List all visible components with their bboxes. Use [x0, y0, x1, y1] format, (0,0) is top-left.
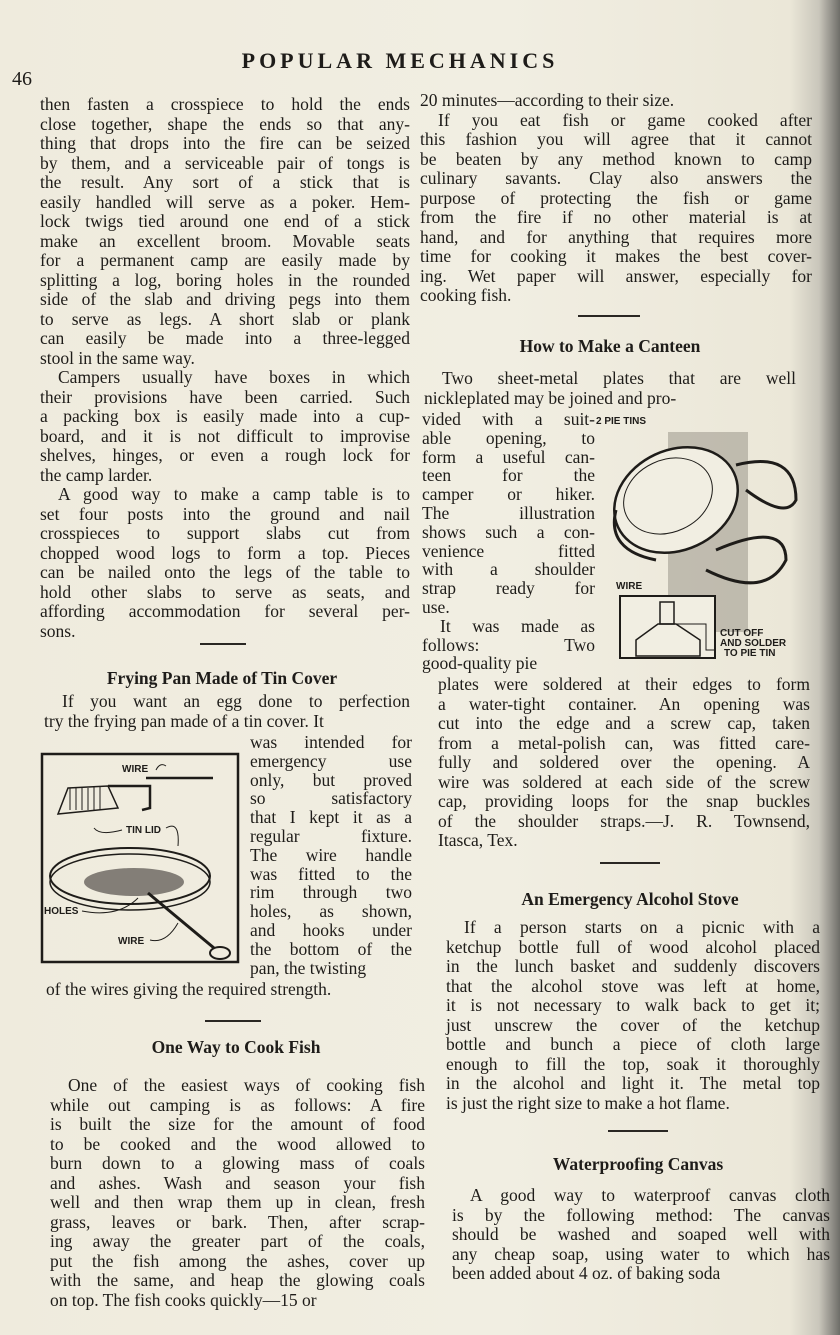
text-line: cooking fish.	[420, 285, 512, 305]
text-line: was intended for	[250, 732, 412, 752]
text-line: A good way to make a camp table is to	[58, 484, 410, 504]
text-line: set four posts into the ground and nail	[40, 503, 410, 524]
text-line: chopped wood logs to form a top. Pieces	[40, 542, 410, 563]
text-line: board, and it is not difficult to improvise	[40, 425, 410, 446]
text-line: good-quality pie	[422, 653, 538, 674]
text-line: to be cooked and the wood allowed to	[50, 1133, 425, 1154]
alcohol-stove-text	[446, 918, 820, 1113]
frying-pan-text-bottom	[46, 980, 416, 1000]
text-line: use.	[422, 596, 450, 617]
text-line: The illustration	[422, 502, 595, 523]
canteen-illustration	[596, 410, 811, 660]
label-holes: HOLES	[44, 906, 79, 917]
heading-cook-fish: One Way to Cook Fish	[151, 1037, 321, 1057]
canteen-text-top	[424, 369, 796, 408]
text-line: rim through two	[250, 882, 412, 903]
text-line: only, but proved	[250, 769, 412, 790]
text-line: grass, leaves or bark. Then, after scrap-	[50, 1211, 425, 1232]
text-line: just unscrew the cover of the ketchup	[446, 1014, 820, 1035]
text-line: pan, the twisting	[250, 957, 367, 978]
heading-alcohol-stove: An Emergency Alcohol Stove	[521, 889, 739, 909]
text-line: venience fitted	[422, 540, 595, 561]
text-line: a packing box is easily made into a cup-	[40, 406, 410, 426]
label-wire-bottom: WIRE	[118, 936, 145, 947]
label-cut-off: CUT OFF	[720, 628, 764, 639]
label-tin-lid: TIN LID	[126, 825, 161, 836]
page-number: 46	[12, 68, 32, 90]
text-line: crosspieces to support slabs cut from	[40, 523, 410, 543]
text-line: form a useful can-	[422, 446, 595, 467]
text-line: can easily be made into a three-legged	[40, 328, 410, 348]
text-line: It was made as	[440, 615, 595, 636]
text-line: bottle and bunch a piece of cloth large	[446, 1034, 820, 1054]
cook-fish-text	[50, 1076, 425, 1310]
text-line: If a person starts on a picnic with a	[464, 917, 820, 937]
frying-pan-illustration	[38, 748, 244, 968]
text-line: ing away the greater part of the coals,	[50, 1231, 425, 1251]
camp-intro-text	[40, 95, 410, 641]
label-wire: WIRE	[616, 581, 643, 592]
label-pie-tins: 2 PIE TINS	[596, 416, 647, 427]
text-line: then fasten a crosspiece to hold the ends	[40, 94, 410, 114]
text-line: by them, and a serviceable pair of tongs is	[40, 152, 410, 173]
text-line: this fashion you will agree that it cannot	[420, 129, 812, 149]
text-line: holes, as shown,	[250, 901, 412, 922]
waterproofing-canvas-text	[452, 1186, 830, 1284]
text-line: fully and soldered over the opening. A	[438, 752, 810, 772]
text-line: well and then wrap them up in clean, fresh	[50, 1192, 425, 1212]
text-line: from the fire if no other material is at	[420, 207, 812, 227]
text-line: shelves, hinges, or even a rough lock for	[40, 445, 410, 465]
text-line: with a shoulder	[422, 559, 595, 580]
text-line: burn down to a glowing mass of coals	[50, 1153, 425, 1173]
text-line: the bottom of the	[250, 938, 412, 959]
text-line: was fitted to the	[250, 863, 412, 884]
text-line: culinary savants. Clay also answers the	[420, 168, 812, 188]
text-line: on top. The fish cooks quickly—15 or	[50, 1289, 317, 1310]
text-line: Itasca, Tex.	[438, 830, 518, 850]
text-line: enough to fill the top, soak it thoroughly	[446, 1053, 820, 1074]
label-and-solder: AND SOLDER	[720, 638, 787, 649]
text-line: is by the following method: The canvas	[452, 1204, 830, 1225]
text-line: for a permanent camp are easily made by	[40, 250, 410, 270]
text-line: close together, shape the ends so that any-	[40, 113, 410, 134]
text-line: be beaten by any method known to camp	[420, 148, 812, 169]
text-line: hold other slabs to serve as seats, and	[40, 581, 410, 602]
text-line: A good way to waterproof canvas cloth	[470, 1185, 830, 1205]
section-divider	[608, 1130, 668, 1132]
text-line: follows: Two	[422, 634, 595, 655]
text-line: Campers usually have boxes in which	[58, 367, 410, 387]
text-line: any cheap soap, using water to which has	[452, 1243, 830, 1264]
canteen-text-narrow	[422, 410, 595, 673]
text-line: 20 minutes—according to their size.	[420, 90, 675, 110]
text-line: splitting a log, boring holes in the rounded	[40, 269, 410, 290]
text-line: time for cooking it makes the best cover-	[420, 246, 812, 266]
text-line: a water-tight container. An opening was	[438, 693, 810, 714]
text-line: can be nailed onto the legs of the table to	[40, 562, 410, 582]
text-line: ketchup bottle full of wood alcohol placed	[446, 936, 820, 957]
text-line: in the lunch basket and suddenly discovers	[446, 956, 820, 976]
text-line: so satisfactory	[250, 788, 412, 809]
text-line: shows such a con-	[422, 521, 595, 542]
text-line: camper or hiker.	[422, 484, 595, 505]
text-line: Two sheet-metal plates that are well	[442, 368, 796, 388]
text-line: wire was soldered at each side of the screw	[438, 771, 810, 792]
text-line: thing that drops into the fire can be seized	[40, 133, 410, 153]
text-line: strap ready for	[422, 578, 595, 599]
text-line: The wire handle	[250, 844, 412, 865]
text-line: side of the slab and driving pegs into them	[40, 289, 410, 309]
text-line: is built the size for the amount of food	[50, 1114, 425, 1134]
text-line: plates were soldered at their edges to form	[438, 674, 810, 694]
text-line: the result. Any sort of a stick that is	[40, 172, 410, 192]
text-line: regular fixture.	[250, 825, 412, 846]
text-line: that I kept it as a	[250, 807, 412, 828]
text-line: make an excellent broom. Movable seats	[40, 230, 410, 251]
text-line: and hooks under	[250, 919, 412, 940]
label-to-pie-tin: TO PIE TIN	[724, 648, 776, 659]
text-line: should be washed and soaped well with	[452, 1224, 830, 1244]
magazine-title: POPULAR MECHANICS	[241, 48, 559, 73]
text-line: If you eat fish or game cooked after	[438, 109, 812, 130]
text-line: is just the right size to make a hot flame.	[446, 1092, 730, 1113]
text-line: able opening, to	[422, 427, 595, 448]
text-line: sons.	[40, 620, 76, 641]
text-line: the camp larder.	[40, 464, 153, 485]
text-line: to serve as legs. A short slab or plank	[40, 308, 410, 329]
text-line: lock twigs tied around one end of a stick	[40, 211, 410, 231]
text-line: of the wires giving the required strength.	[46, 979, 332, 999]
text-line: emergency use	[250, 750, 412, 771]
canteen-text-bottom	[438, 675, 810, 851]
cook-fish-continued-text	[420, 91, 812, 306]
text-line: affording accommodation for several per-	[40, 601, 410, 621]
heading-canteen: How to Make a Canteen	[519, 336, 701, 356]
text-line: stool in the same way.	[40, 347, 195, 368]
text-line: cap, providing loops for the snap buckles	[438, 791, 810, 811]
text-line: teen for the	[422, 465, 595, 486]
text-line: that the alcohol stove was left at home,	[446, 975, 820, 996]
heading-frying-pan: Frying Pan Made of Tin Cover	[106, 668, 338, 688]
text-line: try the frying pan made of a tin cover. It	[44, 710, 324, 731]
text-line: and ashes. Wash and season your fish	[50, 1172, 425, 1193]
text-line: One of the easiest ways of cooking fish	[68, 1075, 425, 1095]
text-line: nickleplated may be joined and pro-	[424, 387, 677, 408]
text-line: while out camping is as follows: A fire	[50, 1094, 425, 1115]
text-line: hand, and for anything that requires more	[420, 226, 812, 247]
text-line: with the same, and heap the glowing coals	[50, 1270, 425, 1290]
section-divider	[600, 862, 660, 864]
section-divider	[200, 643, 246, 645]
text-line: been added about 4 oz. of baking soda	[452, 1263, 721, 1283]
frying-pan-text-top	[44, 692, 410, 731]
frying-pan-text-narrow	[250, 733, 412, 977]
text-line: vided with a suit-	[422, 409, 595, 429]
section-divider	[578, 315, 640, 317]
text-line: their provisions have been carried. Such	[40, 386, 410, 407]
text-line: put the fish among the ashes, cover up	[50, 1250, 425, 1271]
heading-waterproofing-canvas: Waterproofing Canvas	[552, 1154, 724, 1174]
label-wire-top: WIRE	[122, 764, 149, 775]
text-line: purpose of protecting the fish or game	[420, 187, 812, 208]
text-line: If you want an egg done to perfection	[62, 691, 410, 711]
text-line: from a metal-polish can, was fitted care-	[438, 732, 810, 753]
text-line: in the alcohol and light it. The metal top	[446, 1073, 820, 1093]
text-line: of the shoulder straps.—J. R. Townsend,	[438, 810, 810, 831]
text-line: easily handled will serve as a poker. Hem-	[40, 191, 410, 212]
text-line: cut into the edge and a screw cap, taken	[438, 713, 810, 733]
text-line: ing. Wet paper will answer, especially for	[420, 265, 812, 286]
section-divider	[205, 1020, 261, 1022]
text-line: it is not necessary to walk back to get it;	[446, 995, 820, 1015]
